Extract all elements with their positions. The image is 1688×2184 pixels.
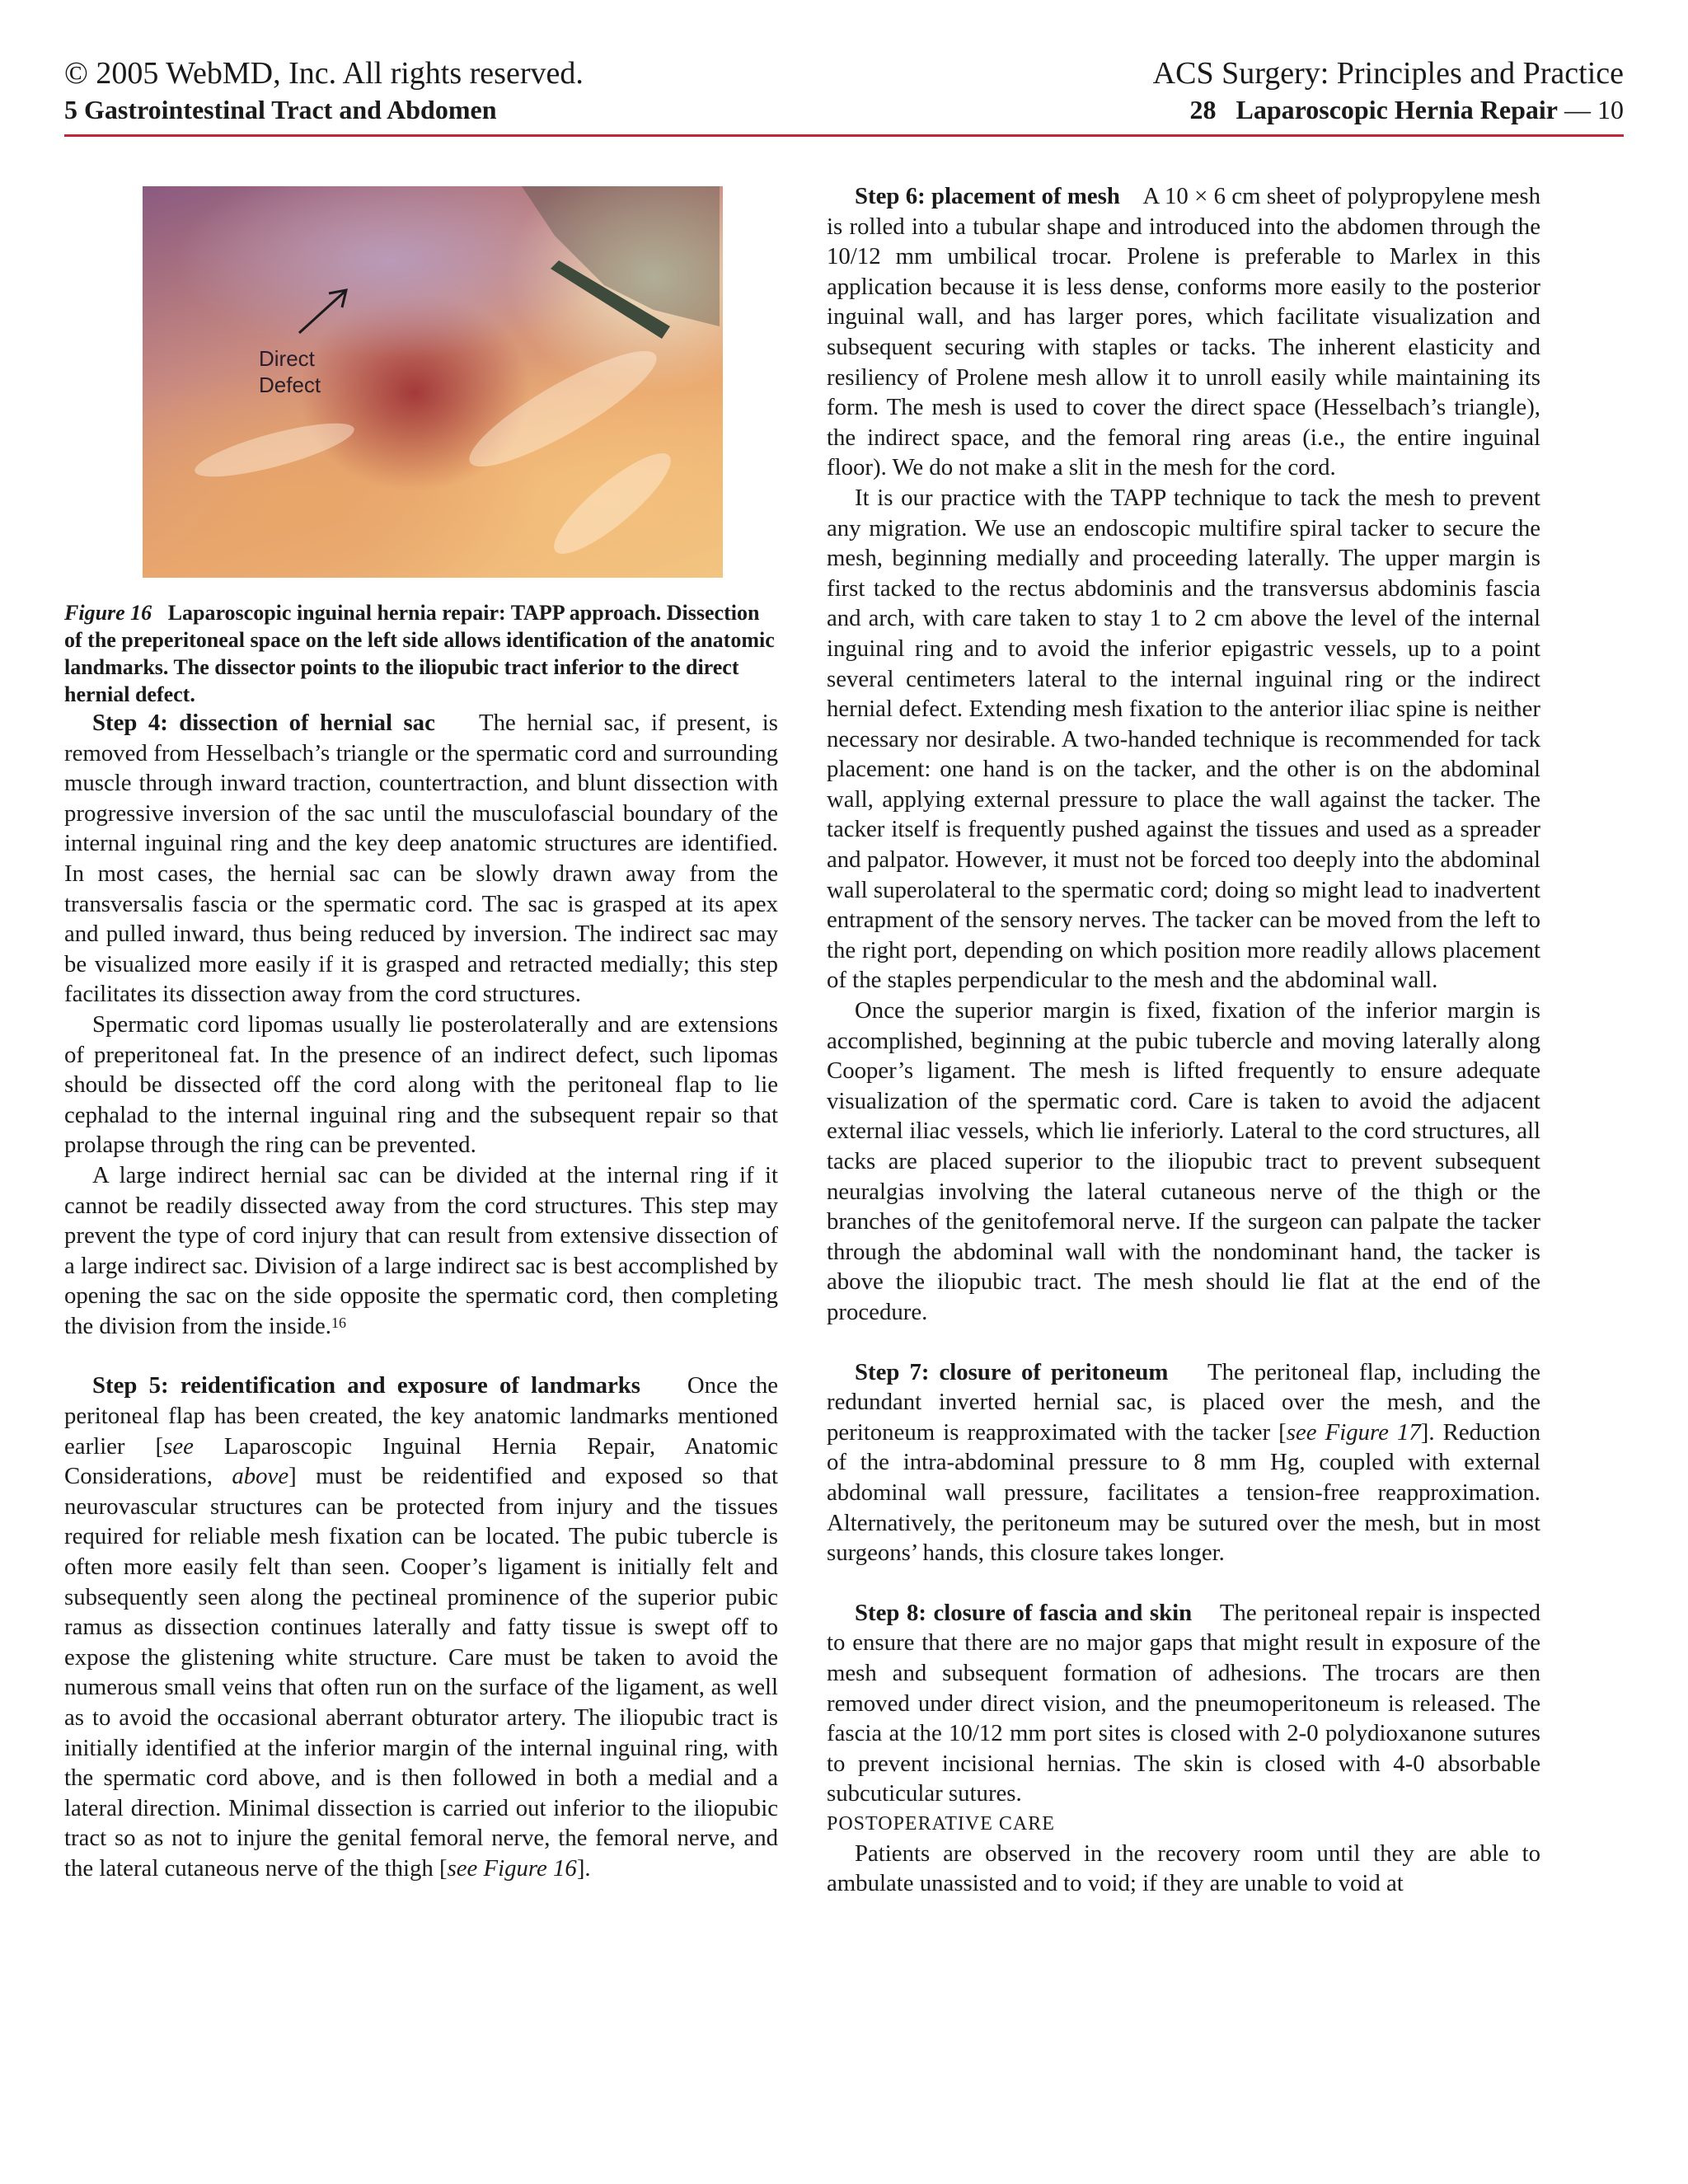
header-left	[64, 54, 584, 127]
step4-paragraph	[64, 708, 778, 1010]
arrow-up-right-icon	[143, 186, 723, 578]
step7-paragraph	[827, 1357, 1540, 1568]
chapter-number: 28	[1189, 95, 1217, 124]
right-column	[827, 181, 1540, 1899]
book-title: ACS Surgery: Principles and Practice	[1152, 56, 1624, 91]
step6-paragraph	[827, 181, 1540, 483]
step6-title: Step 6: placement of mesh	[855, 183, 1120, 209]
step5-title: Step 5: reidentification and exposure of landmarks	[92, 1372, 640, 1399]
left-column	[64, 186, 778, 1884]
reference-16: 16	[331, 1314, 346, 1331]
step4-title: Step 4: dissection of hernial sac	[92, 710, 435, 736]
header-right	[1153, 54, 1624, 127]
postoperative-paragraph: Patients are observed in the recovery room until they are able to ambulate unassisted and to void; if they are unable to void at	[827, 1840, 1540, 1897]
step5-above: above	[232, 1463, 289, 1490]
copyright-notice: © 2005 WebMD, Inc. All rights reserved.	[64, 56, 584, 91]
figure-caption-text: Laparoscopic inguinal hernia repair: TAPP approach. Dissection of the preperitoneal space on the left side allows identification of the anatomic landmarks. The dissector points to the iliopubic tract inferior to the direct hernial defect.	[64, 601, 775, 706]
page-number: 10	[1597, 95, 1624, 124]
figure-label	[259, 345, 321, 398]
figure-label-direct: Direct	[259, 346, 315, 371]
figure-caption	[64, 599, 778, 708]
step5-see: see	[163, 1432, 194, 1460]
step8-text: The peritoneal repair is inspected to ensure that there are no major gaps that might result in exposure of the mesh and subsequent formation of adhesions. The trocars are then removed under direct vision, and the pneumoperitoneum is released. The fascia at the 10/12 mm port sites is closed with 2-0 polydioxanone sutures to prevent incisional hernias. The skin is closed with 4-0 absorbable subcuticular sutures.	[827, 1599, 1541, 1807]
step4-paragraph-2: Spermatic cord lipomas usually lie posterolaterally and are extensions of preperitoneal fat. In the presence of an indirect defect, such lipomas should be dissected off the cord along with the peritoneal flap to lie cephalad to the internal inguinal ring and the subsequent repair so that prolapse through the ring can be prevented.	[64, 1010, 778, 1159]
step6-paragraph-2: It is our practice with the TAPP technique to tack the mesh to prevent any migration. We use an endoscopic multifire spiral tacker to secure the mesh, beginning medially and proceeding laterally. The upper margin is first tacked to the rectus abdominis and the transversus abdominis fascia and arch, with care taken to stay 1 to 2 cm above the level of the internal inguinal ring and to avoid the inferior epigastric vessels, up to a point several centimeters lateral to the internal inguinal ring or the indirect hernial defect. Extending mesh fixation to the anterior iliac spine is neither necessary nor desirable. A two-handed technique is recommended for tack placement: one hand is on the tacker, and the other is on the abdominal wall, applying external pressure to place the wall against the tacker. The tacker itself is frequently pushed against the tissues and used as a spreader and palpator. However, it must not be forced too deeply into the abdominal wall superolateral to the spermatic cord; doing so might lead to inadvertent entrapment of the sensory nerves. The tacker can be moved from the left to the right port, depending on which position more readily allows placement of the staples perpendicular to the mesh and the abdominal wall.	[827, 484, 1540, 994]
section-title: 5 Gastrointestinal Tract and Abdomen	[64, 95, 497, 124]
step5-text-a: Once the peritoneal flap has been created, the key anatomic landmarks mentioned earlier [	[64, 1372, 779, 1460]
step5-see-figure: see Figure 16	[447, 1854, 577, 1882]
step7-see-figure: see Figure 17	[1286, 1418, 1421, 1446]
chapter-line	[1153, 92, 1624, 127]
step5-text-d: ].	[576, 1854, 591, 1882]
header-rule	[64, 134, 1624, 137]
figure-label-defect: Defect	[259, 373, 321, 397]
step7-text-b: ]. Reduction of the intra-abdominal pressure to 8 mm Hg, coupled with external abdominal wall pressure, facilitates a tension-free reapproximation. Alternatively, the peritoneum may be sutured over the mesh, but in most surgeons’ hands, this closure takes longer.	[827, 1418, 1541, 1567]
page-header	[64, 54, 1624, 137]
step5-text-c: ] must be reidentified and exposed so that neurovascular structures can be protected from injury and the tissues required for reliable mesh fixation can be located. The pubic tubercle is often more easily felt than seen. Cooper’s ligament is initially felt and subsequently seen along the pectineal prominence of the superior pubic ramus as dissection continues laterally and fatty tissue is swept off to expose the glistening white structure. Care must be taken to avoid the numerous small veins that often run on the surface of the ligament, as well as to avoid the occasional aberrant obturator artery. The iliopubic tract is initially identified at the inferior margin of the internal inguinal ring, with the spermatic cord above, and is then followed in both a medial and a lateral direction. Minimal dissection is carried out inferior to the iliopubic tract so as not to injure the genital femoral nerve, the femoral nerve, and the lateral cutaneous nerve of the thigh [	[64, 1463, 779, 1882]
step4-text: The hernial sac, if present, is removed from Hesselbach’s triangle or the spermatic cord and surrounding muscle through inward traction, countertraction, and blunt dissection with progressive inversion of the sac until the musculofascial boundary of the internal inguinal ring and the key deep anatomic structures are identified. In most cases, the hernial sac can be slowly drawn away from the transversalis fascia or the spermatic cord. The sac is grasped at its apex and pulled inward, thus being reduced by inversion. The indirect sac may be visualized more easily if it is grasped and retracted medially; this step facilitates its dissection away from the cord structures.	[64, 710, 778, 1008]
step6-text: A 10 × 6 cm sheet of polypropylene mesh is rolled into a tubular shape and introduced into the abdomen through the 10/12 mm umbilical trocar. Prolene is preferable to Marlex in this application because it is less dense, conforms more easily to the posterior inguinal wall, and has larger pores, which facilitate visualization and subsequent securing with staples or tacks. The inherent elasticity and resiliency of Prolene mesh allow it to unroll easily while maintaining its form. The mesh is used to cover the direct space (Hesselbach’s triangle), the indirect space, and the femoral ring areas (i.e., the entire inguinal floor). We do not make a slit in the mesh for the cord.	[827, 183, 1540, 481]
figure-16-image	[143, 186, 723, 578]
chapter-title: Laparoscopic Hernia Repair	[1236, 95, 1558, 124]
step6-paragraph-3: Once the superior margin is fixed, fixation of the inferior margin is accomplished, beginning at the pubic tubercle and moving laterally along Cooper’s ligament. The mesh is lifted frequently to ensure adequate visualization of the spermatic cord. Care is taken to avoid the adjacent external iliac vessels, which lie inferiorly. Lateral to the cord structures, all tacks are placed superior to the iliopubic tract to prevent subsequent neuralgias involving the lateral cutaneous nerve of the thigh or the branches of the genitofemoral nerve. If the surgeon can palpate the tacker through the abdominal wall with the nondominant hand, the tacker is above the iliopubic tract. The mesh should lie flat at the end of the procedure.	[827, 997, 1540, 1325]
step5-paragraph	[64, 1371, 778, 1883]
step8-title: Step 8: closure of fascia and skin	[855, 1599, 1193, 1626]
step4-paragraph-3	[64, 1160, 778, 1342]
step7-title: Step 7: closure of peritoneum	[855, 1358, 1169, 1385]
step8-paragraph	[827, 1598, 1540, 1809]
step4-text-3: A large indirect hernial sac can be divided at the internal ring if it cannot be readily dissected away from the cord structures. This step may prevent the type of cord injury that can result from extensive dissection of a large indirect sac. Division of a large indirect sac is best accomplished by opening the sac on the side opposite the spermatic cord, then completing the division from the inside.	[64, 1161, 778, 1339]
page-separator: —	[1558, 95, 1597, 124]
step5-text-b: Laparoscopic Inguinal Hernia Repair, Anatomic Considerations,	[64, 1432, 778, 1490]
step7-text-a: The peritoneal flap, including the redundant inverted hernial sac, is placed over the mesh, and the peritoneum is reapproximated with the tacker [	[827, 1358, 1541, 1446]
postoperative-care-heading: POSTOPERATIVE CARE	[827, 1812, 1055, 1835]
figure-number: Figure 16	[64, 601, 152, 625]
